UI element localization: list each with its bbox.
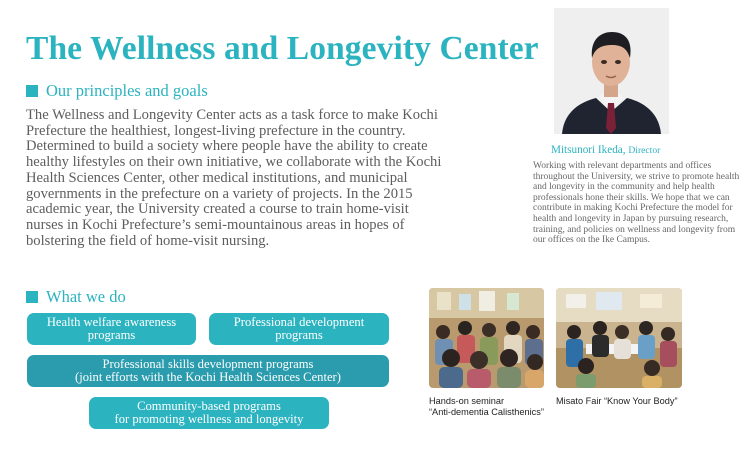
director-photo [554, 8, 669, 134]
fair-photo [556, 288, 682, 388]
director-portrait-image [554, 8, 669, 134]
program-line: programs [275, 328, 323, 342]
director-role: Director [628, 145, 661, 156]
fair-photo-image [556, 288, 682, 388]
caption-line: Hands-on seminar [429, 396, 505, 406]
program-professional-skills-development [27, 355, 389, 387]
caption-line: Misato Fair “Know Your Body” [556, 396, 678, 406]
seminar-caption [429, 396, 544, 418]
program-line: Professional development [233, 315, 365, 330]
principles-body: The Wellness and Longevity Center acts as a task force to make Kochi Prefecture the healthiest, longest-living prefecture in the country. Determined to build a society where people have the ability to create healthy lifestyles on their own initiative, we collaborate with the Kochi Health Sciences Center, other medical institutions, and municipal governments in the prefecture on a variety of projects. In the 2015 academic year, the University created a course to train home-visit nurses in Kochi Prefecture’s semi-mountainous areas in hopes of bolstering the field of home-visit nursing. [26, 107, 442, 249]
program-line: (joint efforts with the Kochi Health Sciences Center) [75, 370, 341, 384]
what-we-do-heading-text: What we do [46, 287, 126, 306]
program-health-welfare-awareness [27, 313, 196, 345]
what-we-do-heading [26, 287, 126, 307]
director-name: Mitsunori Ikeda, [551, 144, 626, 156]
page-title: The Wellness and Longevity Center [26, 30, 539, 67]
principles-heading-text: Our principles and goals [46, 81, 208, 100]
caption-line: “Anti-dementia Calisthenics” [429, 407, 544, 417]
principles-heading [26, 81, 208, 101]
section-square-icon [26, 85, 38, 97]
program-line: programs [87, 328, 136, 342]
program-line: Community-based programs [137, 399, 281, 414]
program-professional-development [209, 313, 389, 345]
program-line: Health welfare awareness [46, 315, 177, 330]
fair-caption [556, 396, 678, 407]
director-caption [551, 144, 660, 156]
seminar-photo-image [429, 288, 544, 388]
program-line: Professional skills development programs [102, 357, 314, 372]
program-line: for promoting wellness and longevity [114, 412, 304, 426]
program-community-based [89, 397, 329, 429]
seminar-photo [429, 288, 544, 388]
section-square-icon [26, 291, 38, 303]
director-message: Working with relevant departments and offices throughout the University, we strive to promote health and longevity in the community and help health professionals hone their skills. We hope that we can contribute in making Kochi Prefecture the model for health and longevity in Japan by pursuing research, training, and policies on wellness and longevity from our offices on the Ike Campus. [533, 161, 740, 246]
